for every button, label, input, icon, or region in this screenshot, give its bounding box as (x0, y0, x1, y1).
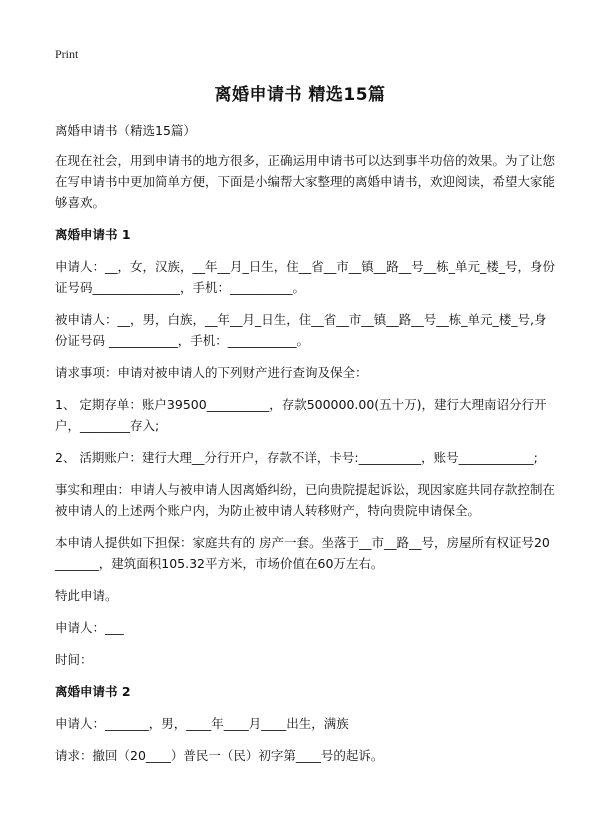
print-link[interactable]: Print (55, 47, 79, 61)
applicant-paragraph: 申请人：__，女，汉族，__年__月_日生，住__省__市__镇__路__号__栋_单元_楼_号，身份证号码______________，手机：__________。 (55, 259, 556, 295)
signature-line: 申请人：___ (55, 620, 124, 635)
guarantee-paragraph: 本申请人提供如下担保：家庭共有的 房产一套。坐落于__市__路__号，房屋所有权证号20_______，建筑面积105.32平方米，市场价值在60万左右。 (55, 535, 550, 571)
facts-paragraph: 事实和理由：申请人与被申请人因离婚纠纷，已向贵院提起诉讼，现因家庭共同存款控制在被申请人的上述两个账户内，为防止被申请人转移财产，特向贵院申请保全。 (55, 482, 556, 518)
document-body (55, 120, 555, 777)
fixed-deposit-paragraph: 1、 定期存单：账户39500__________，存款500000.00(五十万)，建行大理南诏分行开户，________存入; (55, 397, 547, 433)
respondent-paragraph: 被申请人：__，男，白族，__年__月_日生，住__省__市__镇__路__号__栋_单元_楼_号,身份证号码 ___________，手机：___________。 (55, 312, 547, 348)
current-account-paragraph: 2、 活期账户：建行大理__分行开户，存款不详，卡号:__________，账号____________; (55, 450, 538, 465)
closing-paragraph: 特此申请。 (55, 588, 118, 603)
section-heading: 离婚申请书 2 (55, 684, 131, 699)
request-paragraph: 请求事项：申请对被申请人的下列财产进行查询及保全： (55, 365, 368, 380)
request-paragraph: 请求：撤回（20____）普民一（民）初字第____号的起诉。 (55, 748, 384, 763)
page-title: 离婚申请书 精选15篇 (214, 85, 386, 105)
section-heading: 离婚申请书 1 (55, 227, 131, 242)
document-subtitle: 离婚申请书（精选15篇） (55, 123, 196, 138)
applicant-paragraph: 申请人：_______，男，____年____月____出生，满族 (55, 716, 349, 731)
intro-paragraph: 在现在社会，用到申请书的地方很多，正确运用申请书可以达到事半功倍的效果。为了让您在写申请书中更加简单方便，下面是小编帮大家整理的离婚申请书，欢迎阅读，希望大家能够喜欢。 (55, 153, 556, 210)
date-line: 时间： (55, 652, 93, 667)
